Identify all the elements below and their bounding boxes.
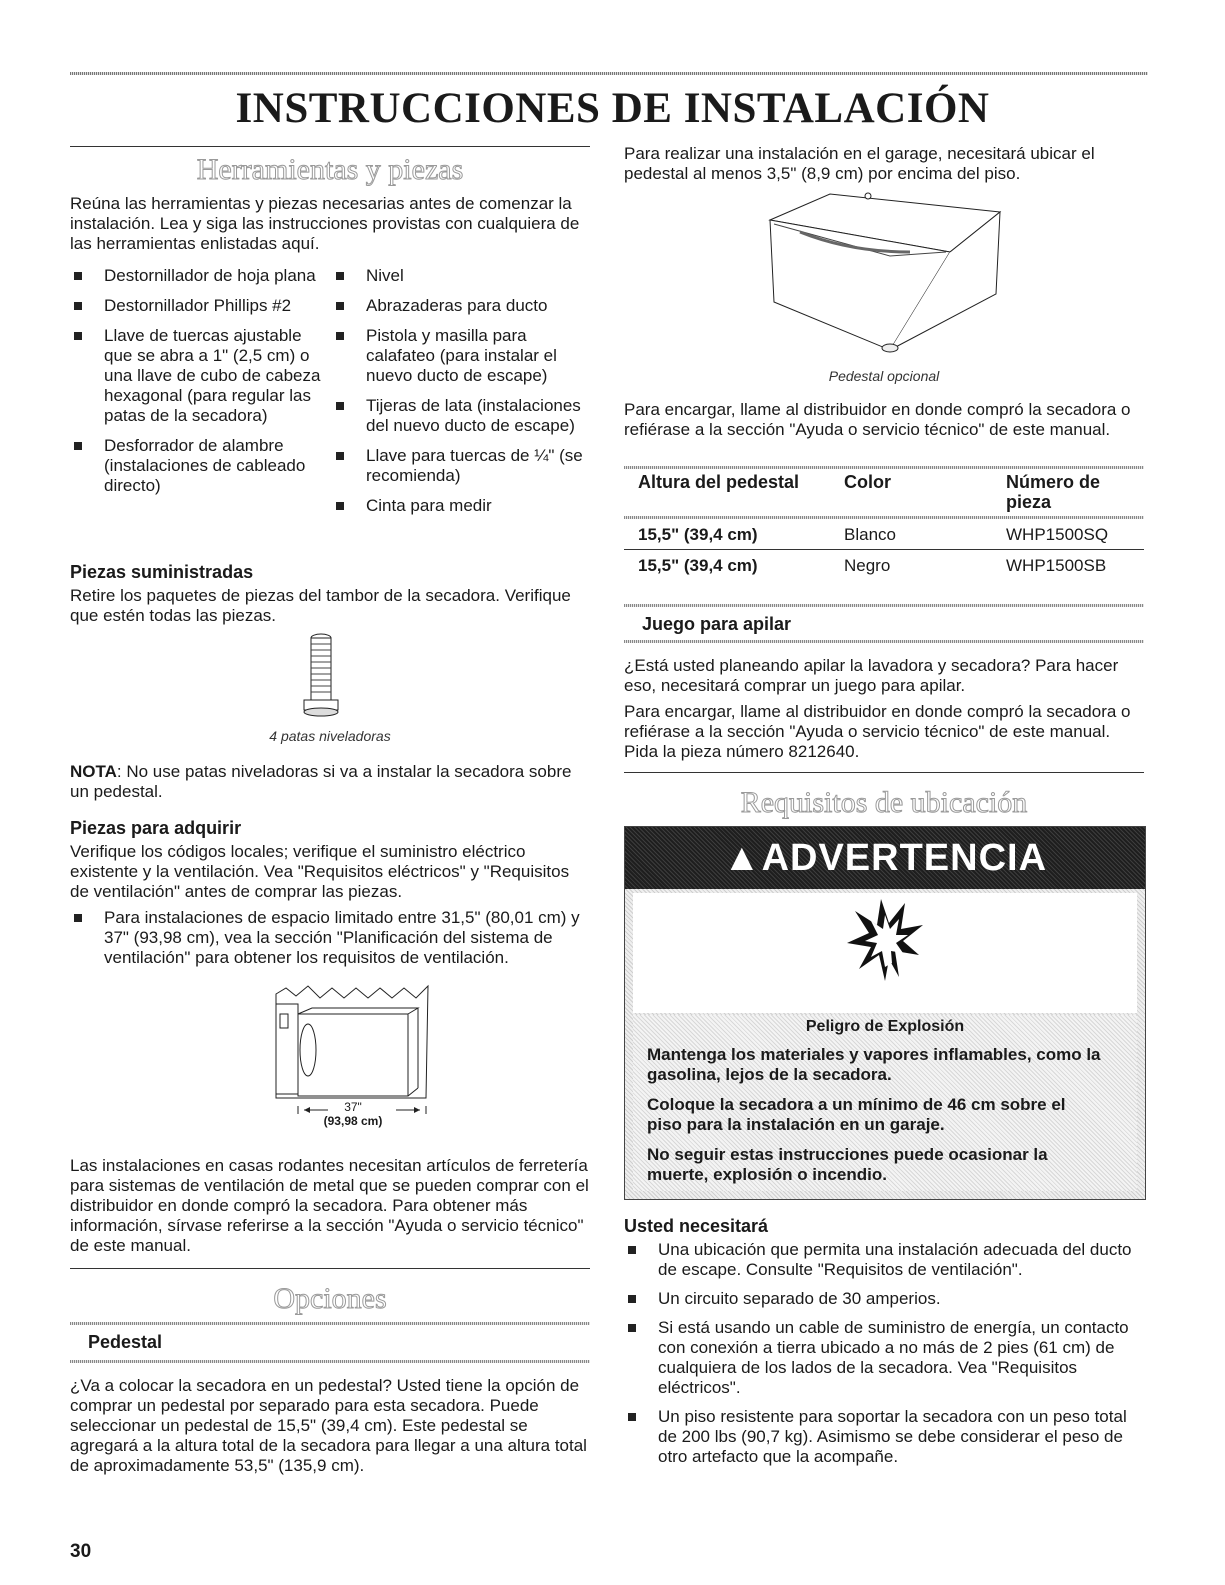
pedestal-image [760, 190, 1010, 360]
warning-text-area [633, 1015, 1137, 1191]
table-header: Altura del pedestal [638, 472, 800, 492]
dotted-rule [624, 640, 1144, 643]
page-number: 30 [70, 1541, 92, 1562]
acquire-list [70, 908, 590, 977]
list-item: Llave de tuercas ajustable que se abra a 1" (2,5 cm) o una llave de cubo de cabeza hexagonal (para regular las patas de la secadora) [70, 326, 330, 426]
stack-order-text: Para encargar, llame al distribuidor en donde compró la secadora o refiérase a la sección "Ayuda o servicio técnico" de este manual. Pida la pieza número 8212640. [624, 702, 1131, 761]
warning-line: Coloque la secadora a un mínimo de 46 cm sobre el piso para la instalación en un garaje. [647, 1095, 1066, 1134]
warning-triangle-icon: ▲ [722, 837, 762, 879]
section-rule [70, 1268, 590, 1269]
acquire-text: Verifique los códigos locales; verifique el suministro eléctrico existente y la ventilación. Vea "Requisitos eléctricos" y "Requisitos de ventilación" antes de comprar las piezas. [70, 842, 570, 901]
section-rule [70, 146, 590, 147]
garage-text: Para realizar una instalación en el garage, necesitará ubicar el pedestal al menos 3,5" (8,9 cm) por encima del piso. [624, 144, 1095, 183]
list-item: Pistola y masilla para calafateo (para instalar el nuevo ducto de escape) [332, 326, 592, 386]
warning-header [625, 827, 1145, 889]
pedestal-text: ¿Va a colocar la secadora en un pedestal? Usted tiene la opción de comprar un pedestal por separado para esta secadora. Puede seleccionar un pedestal de 15,5" (39,4 cm). Este pedestal se agregará a la altura total de la secadora para llegar a una altura total de aproximadamente 53,5" (135,9 cm). [70, 1376, 587, 1475]
warning-line: Mantenga los materiales y vapores inflamables, como la gasolina, lejos de la secadora. [647, 1045, 1101, 1084]
list-item: Destornillador Phillips #2 [70, 296, 330, 316]
pedestal-caption: Pedestal opcional [828, 368, 940, 384]
acquire-heading: Piezas para adquirir [70, 818, 242, 838]
stack-text: ¿Está usted planeando apilar la lavadora y secadora? Para hacer eso, necesitará comprar un juego para apilar. [624, 656, 1119, 695]
dimension-label [268, 1100, 438, 1128]
need-list [624, 1240, 1144, 1476]
list-item: Si está usando un cable de suministro de energía, un contacto con conexión a tierra ubicado a no más de 2 pies (61 cm) de cualquiera de los lados de la secadora. Vea "Requisitos eléctricos". [624, 1318, 1144, 1398]
tools-list-2 [332, 266, 592, 526]
table-row [624, 519, 1144, 549]
section-rule [624, 772, 1144, 773]
supplied-text: Retire los paquetes de piezas del tambor de la secadora. Verifique que estén todas las piezas. [70, 586, 571, 625]
dimension-inches: 37" [344, 1100, 362, 1114]
dotted-rule [70, 1360, 590, 1363]
table-header: Color [844, 472, 891, 492]
explosion-icon [845, 897, 925, 983]
list-item: Destornillador de hoja plana [70, 266, 330, 286]
options-section-title: Opciones [273, 1282, 387, 1315]
leveling-leg-image [298, 630, 344, 720]
warning-title: ADVERTENCIA [761, 837, 1048, 879]
list-item: Cinta para medir [332, 496, 592, 516]
list-item: Un circuito separado de 30 amperios. [624, 1289, 1144, 1309]
table-cell: WHP1500SQ [1006, 525, 1109, 544]
location-section-title: Requisitos de ubicación [740, 786, 1028, 819]
list-item: Desforrador de alambre (instalaciones de cableado directo) [70, 436, 330, 496]
table-cell: WHP1500SB [1006, 556, 1107, 575]
list-item: Abrazaderas para ducto [332, 296, 592, 316]
note-body: : No use patas niveladoras si va a instalar la secadora sobre un pedestal. [70, 762, 572, 801]
table-row [624, 550, 1144, 580]
legs-caption: 4 patas niveladoras [269, 728, 391, 744]
pedestal-heading: Pedestal [88, 1332, 163, 1352]
need-heading: Usted necesitará [624, 1216, 769, 1236]
list-item: Un piso resistente para soportar la secadora con un peso total de 200 lbs (90,7 kg). Asimismo se debe considerar el peso de otro artefacto que la acompañe. [624, 1407, 1144, 1467]
dotted-rule [624, 466, 1144, 469]
supplied-heading: Piezas suministradas [70, 562, 254, 582]
note-label: NOTA [70, 762, 117, 781]
pedestal-table [624, 472, 1144, 580]
table-cell: Negro [844, 556, 891, 575]
warning-subtitle: Peligro de Explosión [805, 1018, 965, 1035]
top-rule [70, 72, 1148, 75]
list-item: Una ubicación que permita una instalación adecuada del ducto de escape. Consulte "Requisitos de ventilación". [624, 1240, 1144, 1280]
list-item: Tijeras de lata (instalaciones del nuevo ducto de escape) [332, 396, 592, 436]
table-cell: Blanco [844, 525, 896, 544]
order-text: Para encargar, llame al distribuidor en donde compró la secadora o refiérase a la sección "Ayuda o servicio técnico" de este manual. [624, 400, 1131, 439]
space-diagram-image [268, 984, 438, 1114]
page-title: INSTRUCCIONES DE INSTALACIÓN [235, 85, 990, 132]
dotted-rule [624, 604, 1144, 607]
tools-list-1 [70, 266, 330, 506]
tools-intro: Reúna las herramientas y piezas necesarias antes de comenzar la instalación. Lea y siga las instrucciones provistas con cualquiera de las herramientas enlistadas aquí. [70, 194, 580, 253]
list-item: Nivel [332, 266, 592, 286]
table-cell: 15,5" (39,4 cm) [638, 525, 758, 544]
warning-line: No seguir estas instrucciones puede ocasionar la muerte, explosión o incendio. [647, 1145, 1048, 1184]
warning-image-area [633, 893, 1137, 1013]
mobile-home-text: Las instalaciones en casas rodantes necesitan artículos de ferretería para sistemas de ventilación de metal que se pueden comprar con el distribuidor en donde compró la secadora. Para obtener más información, sírvase referirse a la sección "Ayuda o servicio técnico" de este manual. [70, 1156, 589, 1255]
warning-box [624, 826, 1146, 1200]
dotted-rule [70, 1322, 590, 1325]
list-item: Para instalaciones de espacio limitado entre 31,5" (80,01 cm) y 37" (93,98 cm), vea la sección "Planificación del sistema de ventilación" para obtener los requisitos de ventilación. [70, 908, 590, 968]
table-header: Número de pieza [1006, 472, 1101, 512]
list-item: Llave para tuercas de ¼" (se recomienda) [332, 446, 592, 486]
note-text [70, 762, 590, 802]
table-header-row [624, 472, 1144, 516]
table-cell: 15,5" (39,4 cm) [638, 556, 758, 575]
tools-section-title: Herramientas y piezas [196, 153, 464, 186]
dimension-cm: (93,98 cm) [323, 1114, 383, 1128]
stack-heading: Juego para apilar [642, 614, 792, 634]
